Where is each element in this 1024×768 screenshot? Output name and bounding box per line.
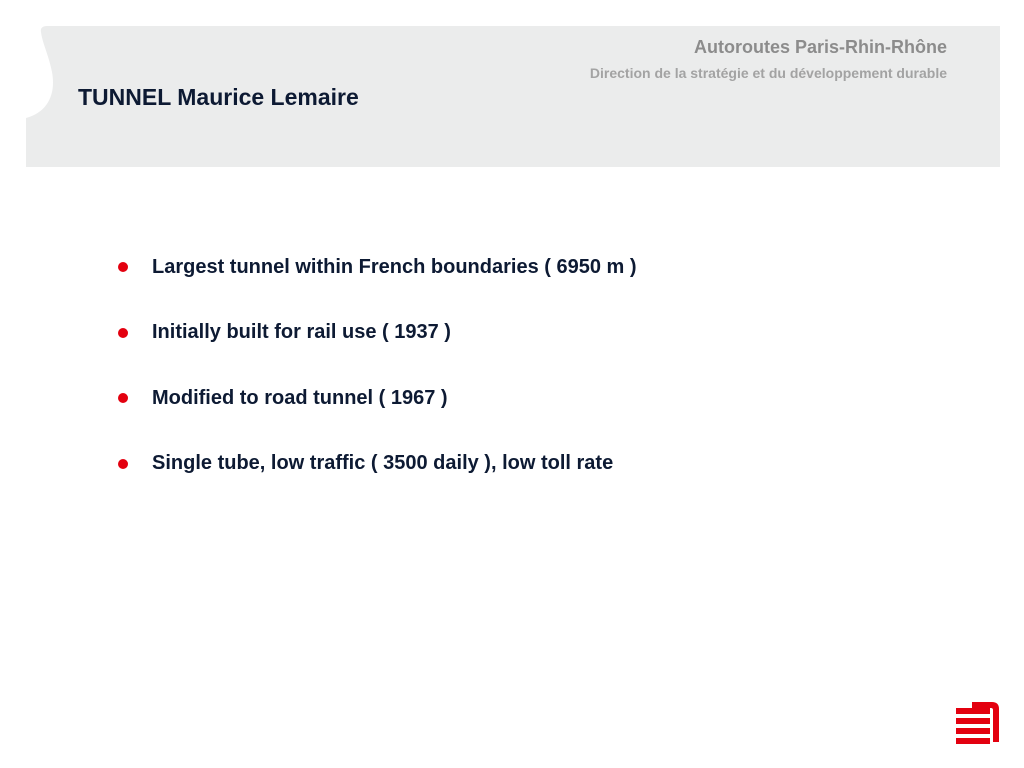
bullet-text: Initially built for rail use ( 1937 ) (152, 321, 451, 343)
bullet-text: Single tube, low traffic ( 3500 daily ), low toll rate (152, 452, 614, 474)
bullet-dot-icon (118, 328, 128, 338)
bullet-text: Modified to road tunnel ( 1967 ) (152, 386, 448, 409)
bullet-dot-icon (118, 393, 128, 403)
bullet-dot-icon (118, 459, 128, 469)
aprr-logo-icon-graphic (952, 700, 1002, 746)
bullet-item (118, 318, 637, 348)
bullet-text: Largest tunnel within French boundaries ( 6950 m ) (152, 255, 637, 278)
bullet-dot-icon (118, 262, 128, 272)
department-name: Direction de la stratégie et du développement durable (589, 65, 947, 81)
bullet-item (118, 383, 637, 413)
bullet-list (118, 252, 637, 514)
aprr-logo-icon (952, 700, 1002, 746)
company-name: Autoroutes Paris-Rhin-Rhône (693, 37, 947, 57)
slide-title: TUNNEL Maurice Lemaire (78, 84, 359, 110)
bullet-item (118, 252, 637, 282)
bullet-item (118, 449, 637, 479)
